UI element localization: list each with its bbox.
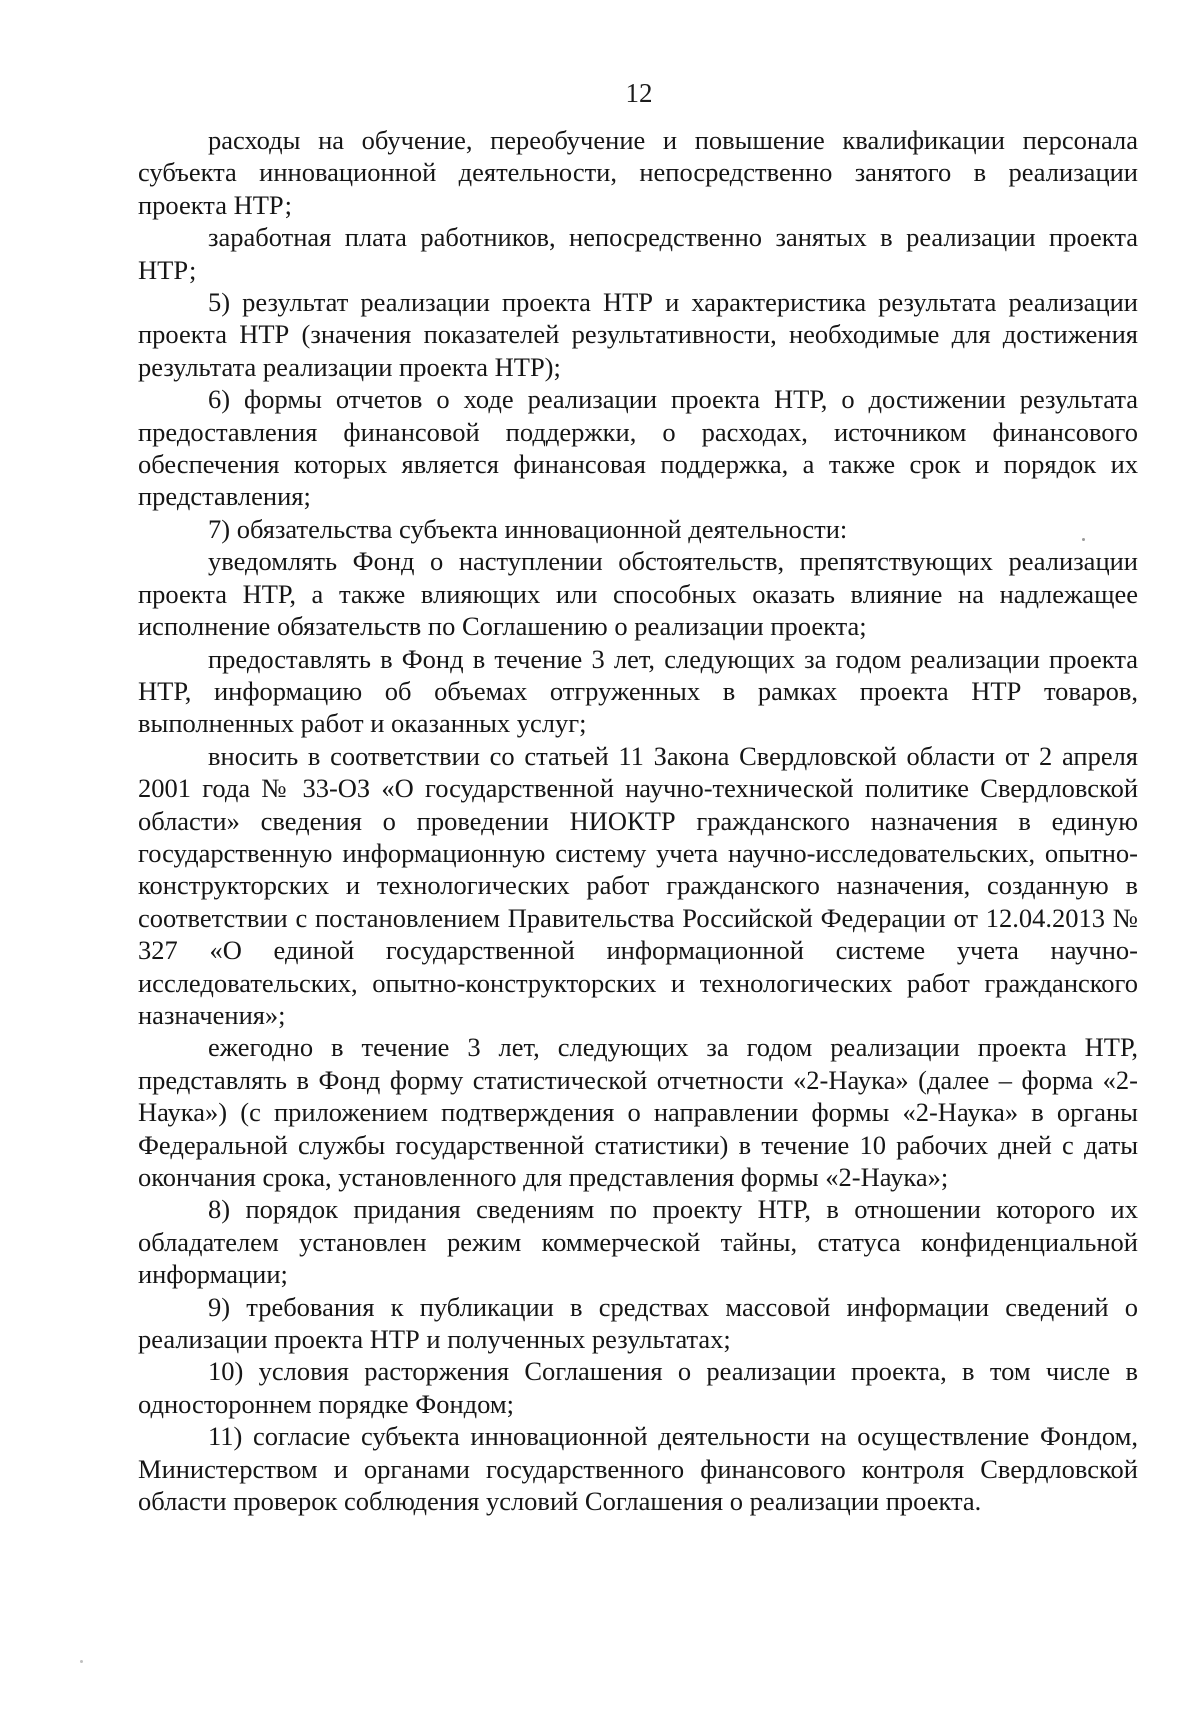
paragraph-salary: заработная плата работников, непосредственно занятых в реализации проекта НТР; xyxy=(138,222,1138,285)
page-number: 12 xyxy=(625,78,653,108)
paragraph-item-8: 8) порядок придания сведениям по проекту НТР, в отношении которого их обладателем установлен режим коммерческой тайны, статуса конфиденциальной информации; xyxy=(138,1194,1138,1290)
document-body xyxy=(138,124,1138,1517)
paragraph-notify-fund: уведомлять Фонд о наступлении обстоятельств, препятствующих реализации проекта НТР, а также влияющих или способных оказать влияние на надлежащее исполнение обязательств по Соглашению о реализации проекта; xyxy=(138,546,1138,642)
paragraph-item-10: 10) условия расторжения Соглашения о реализации проекта, в том числе в одностороннем порядке Фондом; xyxy=(138,1356,1138,1419)
paragraph-item-7: 7) обязательства субъекта инновационной деятельности: xyxy=(208,513,848,544)
paragraph-submit-niokt: вносить в соответствии со статьей 11 Закона Свердловской области от 2 апреля 2001 года № 33-ОЗ «О государственной научно-технической политике Свердловской области» сведения о проведении НИОКТР гражданского назначения в единую государственную информационную систему учета научно-исследовательских, опытно-конструкторских и технологических работ гражданского назначения, созданную в соответствии с постановлением Правительства Российской Федерации от 12.04.2013 № 327 «О единой государственной информационной системе учета научно-исследовательских, опытно-конструкторских и технологических работ гражданского назначения»; xyxy=(138,740,1138,1030)
paragraph-provide-info: предоставлять в Фонд в течение 3 лет, следующих за годом реализации проекта НТР, информацию об объемах отгруженных в рамках проекта НТР товаров, выполненных работ и оказанных услуг; xyxy=(138,643,1138,739)
paragraph-item-5: 5) результат реализации проекта НТР и характеристика результата реализации проекта НТР (значения показателей результативности, необходимые для достижения результата реализации проекта НТР); xyxy=(138,287,1138,382)
scan-speck xyxy=(80,1660,83,1663)
paragraph-training-expenses: расходы на обучение, переобучение и повышение квалификации персонала субъекта инновационной деятельности, непосредственно занятого в реализации проекта НТР; xyxy=(138,125,1138,220)
paragraph-item-9: 9) требования к публикации в средствах массовой информации сведений о реализации проекта НТР и полученных результатах; xyxy=(138,1291,1138,1355)
scan-speck xyxy=(1082,538,1085,541)
paragraph-item-11: 11) согласие субъекта инновационной деятельности на осуществление Фондом, Министерством и органами государственного финансового контроля Свердловской области проверок соблюдения условий Соглашения о реализации проекта. xyxy=(138,1421,1138,1517)
paragraph-item-6: 6) формы отчетов о ходе реализации проекта НТР, о достижении результата предоставления финансовой поддержки, о расходах, источником финансового обеспечения которых является финансовая поддержка, а также срок и порядок их представления; xyxy=(138,384,1138,512)
paragraph-annual-report: ежегодно в течение 3 лет, следующих за годом реализации проекта НТР, представлять в Фонд форму статистической отчетности «2-Наука» (далее – форма «2-Наука») (с приложением подтверждения о направлении формы «2-Наука» в органы Федеральной службы государственной статистики) в течение 10 рабочих дней с даты окончания срока, установленного для представления формы «2-Наука»; xyxy=(138,1032,1138,1192)
